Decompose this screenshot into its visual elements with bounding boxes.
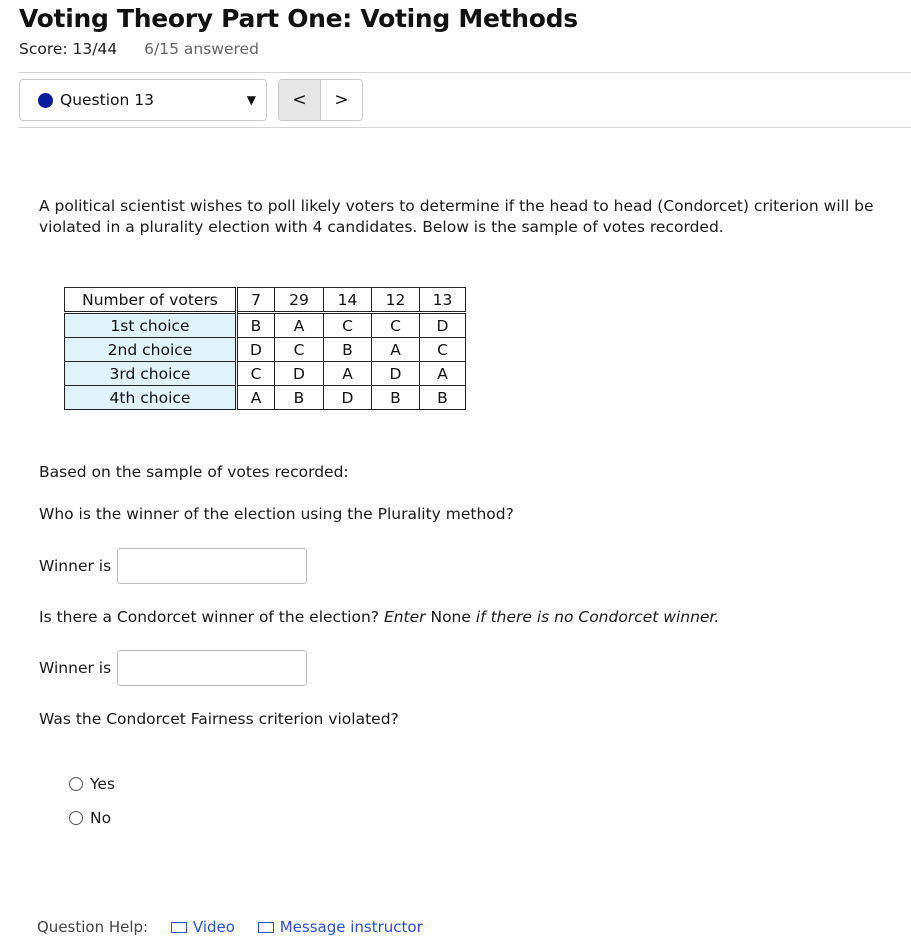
table-header-row [65,288,466,313]
radio-label: Yes [90,775,116,793]
table-cell: C [372,313,420,338]
voters-count: 13 [420,288,466,313]
plurality-winner-input[interactable] [117,548,307,584]
part3-prompt: Was the Condorcet Fairness criterion violated? [39,710,399,728]
video-link-label: Video [192,918,235,936]
radio-label: No [90,809,112,827]
table-cell: C [237,362,275,386]
voters-count: 29 [275,288,324,313]
video-icon [171,922,187,933]
voters-header-label: Number of voters [65,288,237,313]
table-cell: D [324,386,372,410]
part2-none: None [430,608,471,626]
radio-option-yes[interactable] [69,775,115,793]
score-line [19,40,259,58]
caret-down-icon: ▼ [246,93,256,107]
choice-label: 4th choice [65,386,237,410]
voters-count: 12 [372,288,420,313]
table-cell: D [237,338,275,362]
radio-option-no[interactable] [69,809,111,827]
part2-prompt [39,608,719,626]
choice-label: 3rd choice [65,362,237,386]
table-row [65,362,466,386]
part2-hint: if there is no Condorcet winner. [475,608,720,626]
question-select[interactable] [19,79,267,121]
table-cell: A [372,338,420,362]
table-cell: A [420,362,466,386]
video-link[interactable] [171,918,235,936]
question-help [37,918,423,936]
voters-count: 14 [324,288,372,313]
table-row [65,313,466,338]
table-cell: D [372,362,420,386]
message-instructor-link[interactable] [258,918,423,936]
header-divider [19,72,911,73]
next-question-button[interactable]: > [321,80,362,120]
table-row [65,386,466,410]
page-title: Voting Theory Part One: Voting Methods [19,4,578,33]
table-cell: B [420,386,466,410]
table-cell: B [275,386,324,410]
table-cell: C [324,313,372,338]
table-cell: D [275,362,324,386]
radio-circle-icon [69,777,83,791]
part2-enter: Enter [383,608,426,626]
table-cell: A [237,386,275,410]
choice-label: 1st choice [65,313,237,338]
part1-prompt: Who is the winner of the election using the Plurality method? [39,505,514,523]
score-text: Score: 13/44 [19,40,118,58]
answered-count: 6/15 answered [144,40,259,58]
table-cell: B [324,338,372,362]
table-row [65,338,466,362]
table-cell: B [372,386,420,410]
winner2-label: Winner is [39,659,112,677]
part2-question: Is there a Condorcet winner of the election? [39,608,379,626]
table-cell: C [420,338,466,362]
nav-divider [19,127,911,128]
table-cell: C [275,338,324,362]
voters-count: 7 [237,288,275,313]
status-dot-icon [38,93,53,108]
table-cell: D [420,313,466,338]
winner1-label: Winner is [39,557,112,575]
table-cell: A [275,313,324,338]
winner2-row [39,650,307,686]
mail-icon [258,922,274,933]
radio-circle-icon [69,811,83,825]
based-on-text: Based on the sample of votes recorded: [39,463,349,481]
previous-question-button[interactable]: < [279,80,321,120]
question-help-label: Question Help: [37,918,149,936]
message-link-label: Message instructor [279,918,423,936]
table-cell: B [237,313,275,338]
question-nav [278,79,363,121]
condorcet-winner-input[interactable] [117,650,307,686]
table-cell: A [324,362,372,386]
choice-label: 2nd choice [65,338,237,362]
winner1-row [39,548,307,584]
votes-table [64,287,466,410]
question-select-label: Question 13 [60,91,154,109]
question-intro: A political scientist wishes to poll likely voters to determine if the head to head (Condorcet) criterion will be violated in a plurality election with 4 candidates. Below is the sample of votes recorded. [39,197,874,236]
